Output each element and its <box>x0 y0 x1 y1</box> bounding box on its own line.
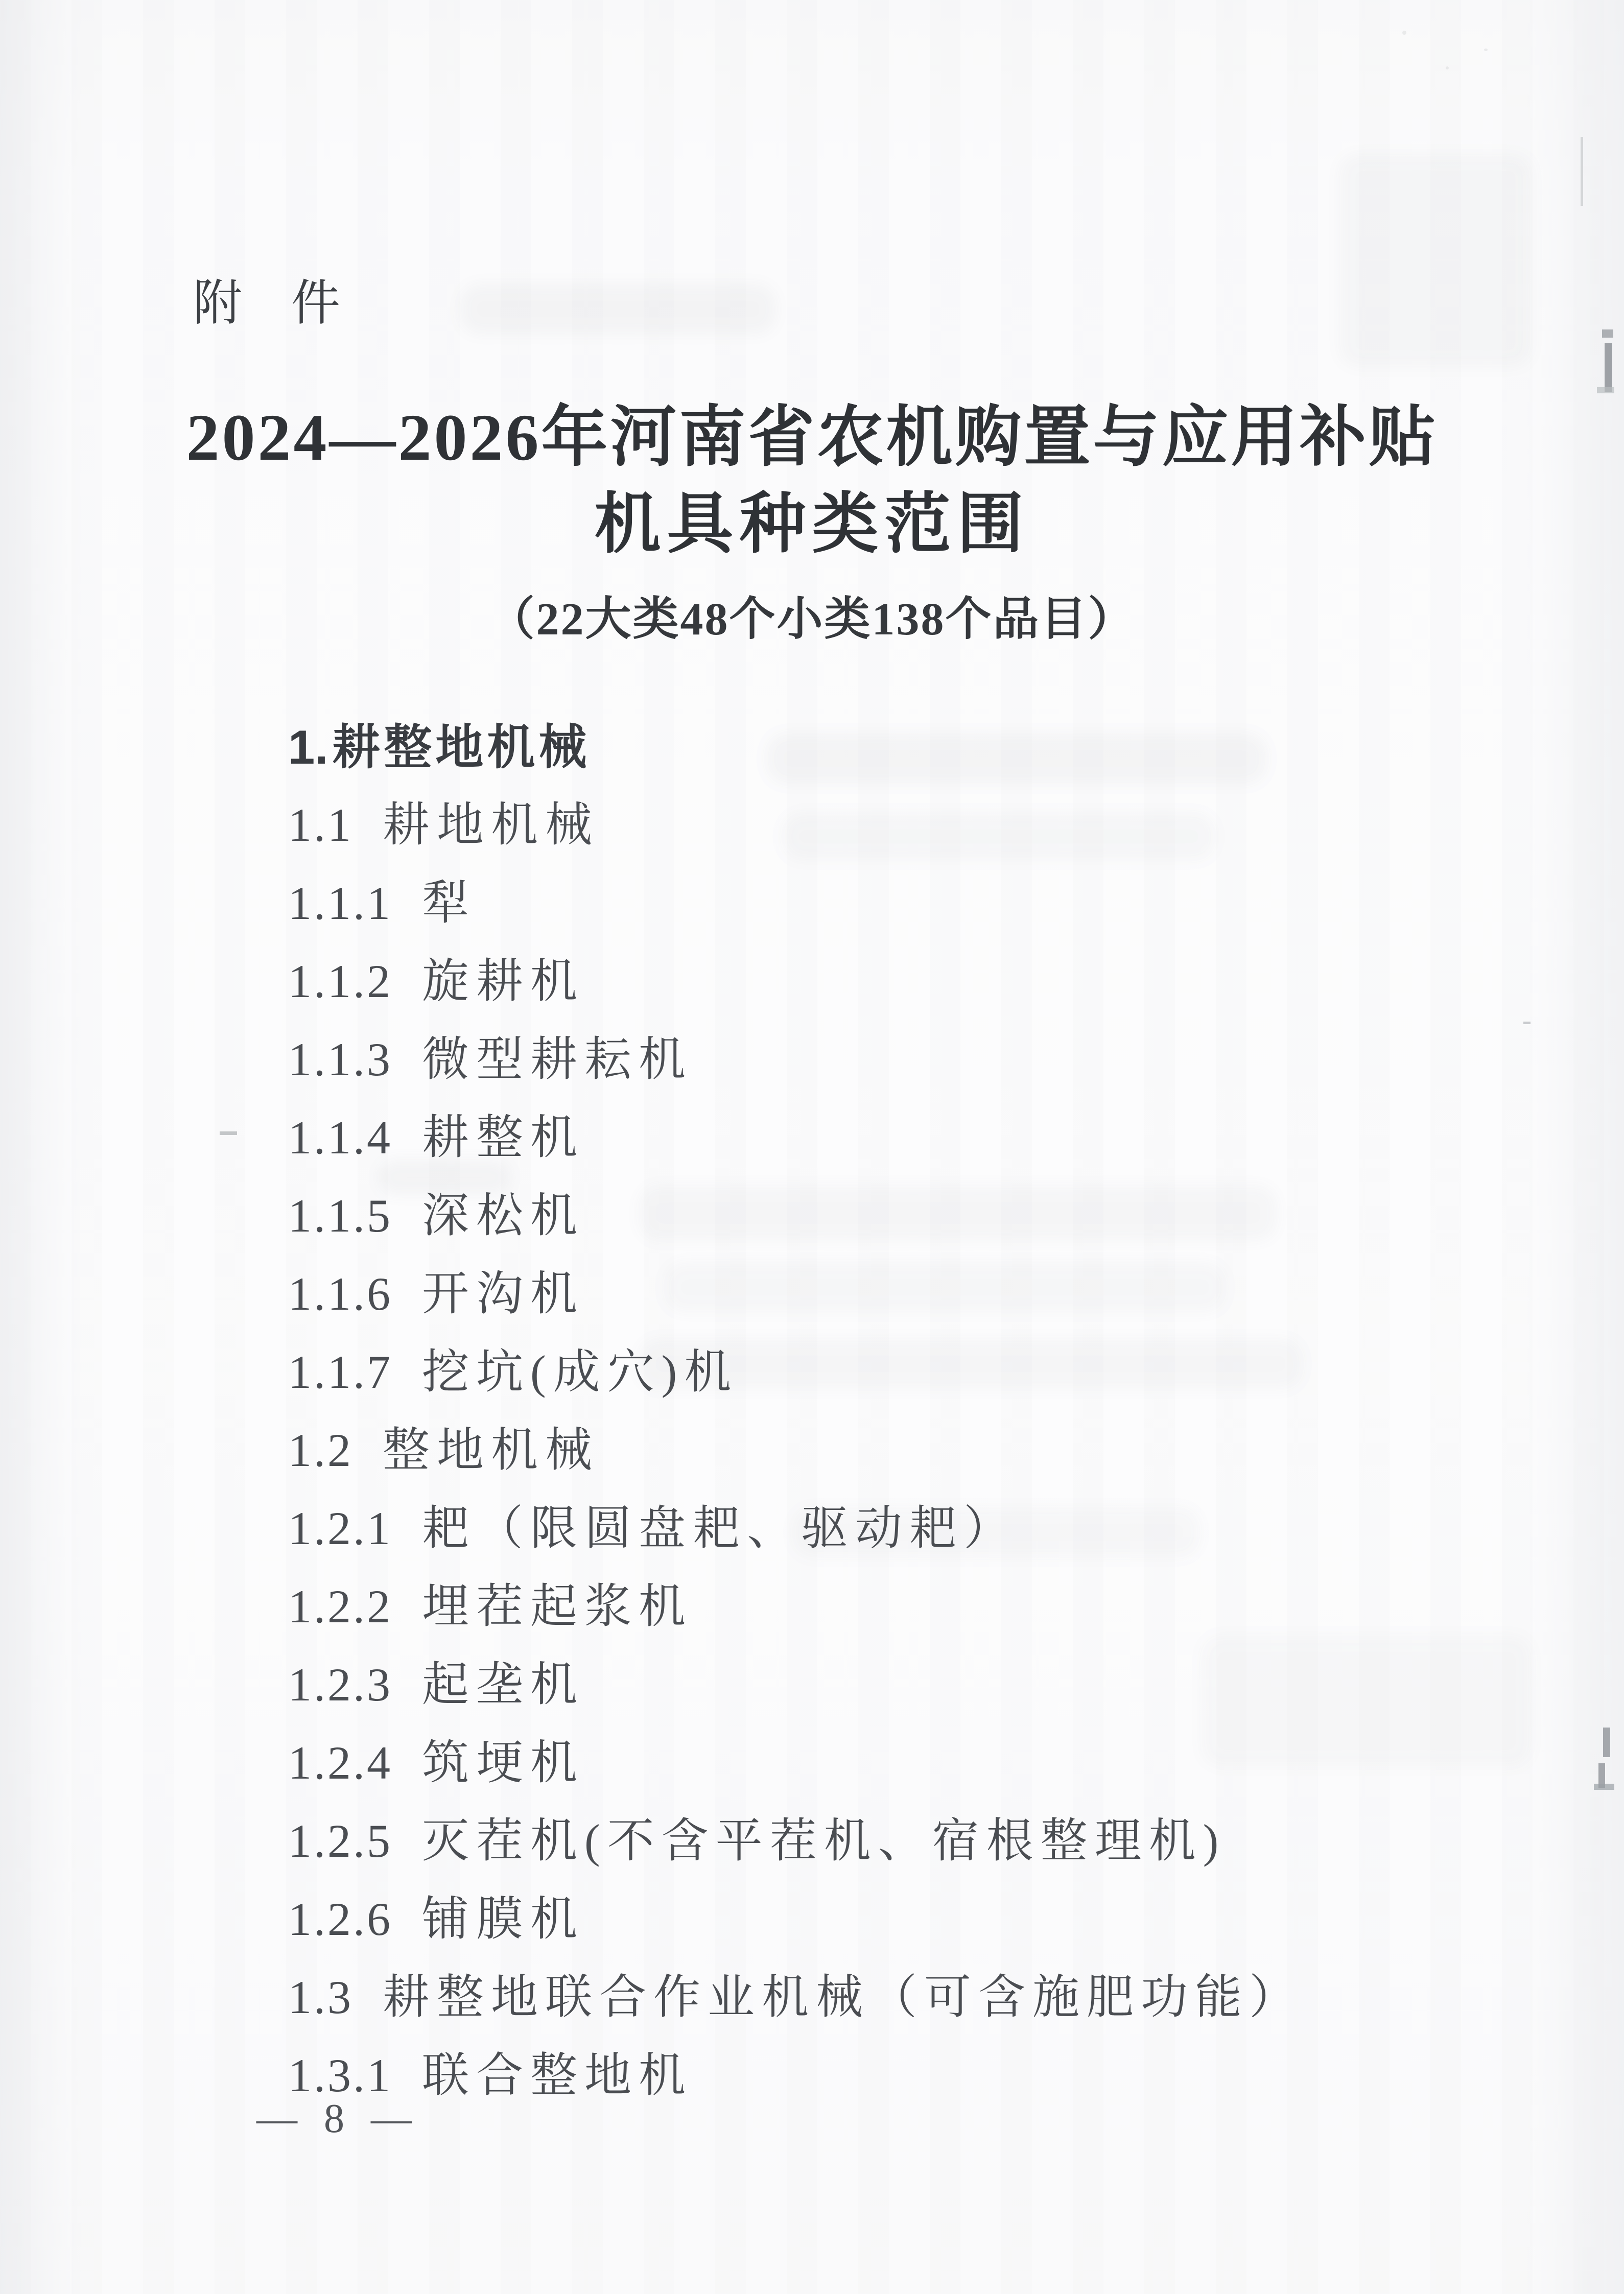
item-number: 1. <box>288 720 328 774</box>
title-line-1: 2024—2026年河南省农机购置与应用补贴 <box>186 401 1438 475</box>
catalog-item <box>288 864 1303 942</box>
catalog-item <box>288 1880 1303 1958</box>
item-number: 1.2.4 <box>288 1737 392 1789</box>
scan-artifact <box>1484 49 1488 51</box>
catalog-item <box>288 1255 1303 1333</box>
item-text: 灭茬机(不含平茬机、宿根整理机) <box>422 1815 1226 1867</box>
catalog-item <box>288 1333 1303 1411</box>
item-text: 埋茬起浆机 <box>422 1580 693 1633</box>
item-number: 1.2.5 <box>288 1815 392 1867</box>
catalog-heading <box>288 708 1303 786</box>
item-text: 筑埂机 <box>422 1737 585 1789</box>
item-number: 1.2.3 <box>288 1659 392 1711</box>
scan-artifact <box>1603 1728 1610 1757</box>
subtitle-category-counts: （22大类48个小类138个品目） <box>488 594 1136 645</box>
item-number: 1.3 <box>288 1971 353 2023</box>
document-title <box>0 401 1624 561</box>
catalog-item <box>288 1646 1303 1724</box>
scan-artifact <box>1597 387 1614 393</box>
item-number: 1.1 <box>288 799 353 851</box>
item-number: 1.1.1 <box>288 877 392 929</box>
catalog-item <box>288 1099 1303 1177</box>
scan-artifact <box>1581 137 1583 206</box>
catalog-item <box>288 1568 1303 1646</box>
title-line-2: 机具种类范围 <box>594 488 1030 561</box>
item-text: 深松机 <box>422 1190 585 1242</box>
bleed-through-ghost <box>460 283 776 335</box>
item-text: 耕地机械 <box>383 799 600 851</box>
scan-artifact <box>1594 1784 1614 1790</box>
item-text: 起垄机 <box>422 1659 585 1711</box>
item-text: 耕整地联合作业机械（可含施肥功能） <box>383 1971 1304 2023</box>
catalog-item <box>288 1411 1303 1489</box>
scan-artifact <box>1605 343 1612 392</box>
item-text: 整地机械 <box>383 1424 600 1476</box>
catalog-item <box>288 2037 1303 2115</box>
item-text: 犁 <box>422 877 477 929</box>
scan-artifact <box>1602 329 1613 338</box>
catalog-item <box>288 1802 1303 1880</box>
catalog-item <box>288 786 1303 864</box>
catalog-item <box>288 1489 1303 1568</box>
bleed-through-ghost <box>1338 153 1533 368</box>
page-number: — 8 — <box>256 2096 420 2141</box>
item-number: 1.2.6 <box>288 1893 392 1945</box>
item-text: 耕整地机械 <box>332 720 591 774</box>
item-text: 耕整机 <box>422 1111 585 1164</box>
scan-artifact <box>1446 66 1449 69</box>
item-text: 耙（限圆盘耙、驱动耙） <box>422 1502 1018 1554</box>
item-number: 1.1.3 <box>288 1033 392 1085</box>
item-number: 1.2 <box>288 1424 353 1476</box>
scan-artifact <box>1402 31 1406 35</box>
item-text: 联合整地机 <box>422 2049 693 2101</box>
item-number: 1.2.1 <box>288 1502 392 1554</box>
catalog-item <box>288 942 1303 1021</box>
item-number: 1.3.1 <box>288 2049 392 2101</box>
attachment-label: 附 件 <box>193 276 340 330</box>
item-text: 挖坑(成穴)机 <box>422 1346 739 1398</box>
item-text: 开沟机 <box>422 1268 585 1320</box>
scan-artifact <box>1523 1022 1531 1024</box>
item-number: 1.1.2 <box>288 955 392 1007</box>
item-number: 1.1.6 <box>288 1268 392 1320</box>
catalog-item <box>288 1958 1303 2037</box>
catalog-item <box>288 1724 1303 1802</box>
catalog-item <box>288 1021 1303 1099</box>
catalog <box>288 708 1303 2115</box>
item-number: 1.1.5 <box>288 1190 392 1242</box>
item-number: 1.1.7 <box>288 1346 392 1398</box>
item-text: 微型耕耘机 <box>422 1033 693 1085</box>
item-text: 旋耕机 <box>422 955 585 1007</box>
item-number: 1.2.2 <box>288 1580 392 1633</box>
item-number: 1.1.4 <box>288 1111 392 1164</box>
scan-artifact <box>220 1131 237 1135</box>
catalog-item <box>288 1177 1303 1255</box>
item-text: 铺膜机 <box>422 1893 585 1945</box>
